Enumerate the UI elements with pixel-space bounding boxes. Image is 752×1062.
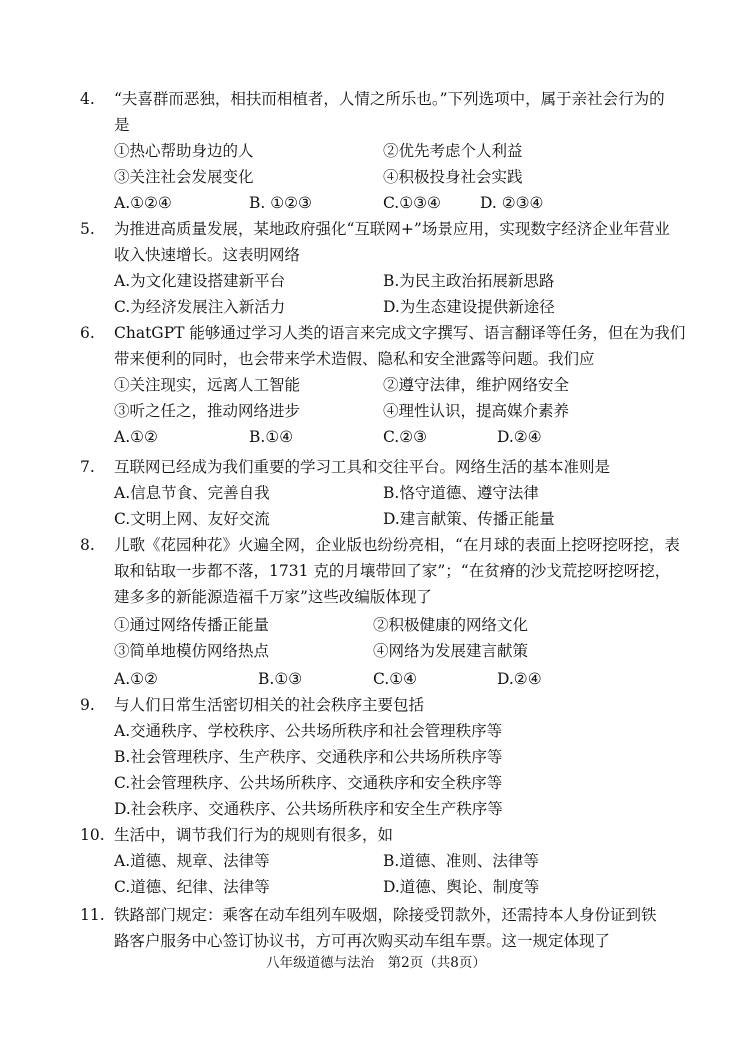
question-stem-line: 儿歌《花园种花》火遍全网，企业版也纷纷亮相，“在月球的表面上挖呀挖呀挖，表 <box>114 536 680 554</box>
question-stem-line: 与人们日常生活密切相关的社会秩序主要包括 <box>114 696 425 714</box>
question-stem-line: 铁路部门规定：乘客在动车组列车吸烟，除接受罚款外，还需持本人身份证到铁 <box>114 906 657 924</box>
question-number: 7. <box>80 458 95 476</box>
answer-option: C.①④ <box>373 670 418 688</box>
answer-option: B.为民主政治拓展新思路 <box>383 272 555 290</box>
answer-option: A.①②④ <box>114 194 172 212</box>
statement-item: ④网络为发展建言献策 <box>373 642 529 660</box>
answer-option: D.社会秩序、交通秩序、公共场所秩序和安全生产秩序等 <box>114 800 503 818</box>
answer-option: D.建言献策、传播正能量 <box>383 510 555 528</box>
question-number: 11. <box>80 906 105 924</box>
answer-option: D.道德、舆论、制度等 <box>383 878 540 896</box>
page-footer: 八年级道德与法治 第2页（共8页） <box>266 955 486 971</box>
question-stem-line: “夫喜群而恶独，相扶而相植者，人情之所乐也。”下列选项中，属于亲社会行为的 <box>114 90 665 108</box>
question-stem-line: 带来便利的同时，也会带来学术造假、隐私和安全泄露等问题。我们应 <box>114 350 595 368</box>
answer-option: C.②③ <box>383 428 428 446</box>
answer-option: B.①③ <box>258 670 303 688</box>
answer-option: A.为文化建设搭建新平台 <box>114 272 286 290</box>
question-number: 8. <box>80 536 95 554</box>
statement-item: ②遵守法律，维护网络安全 <box>383 376 570 394</box>
answer-option: D. ②③④ <box>480 194 544 212</box>
question-number: 10. <box>80 826 105 844</box>
question-stem-line: ChatGPT 能够通过学习人类的语言来完成文字撰写、语言翻译等任务，但在为我们 <box>114 324 686 342</box>
answer-option: B. ①②③ <box>249 194 312 212</box>
answer-option: A.①② <box>114 670 158 688</box>
question-stem-line: 路客户服务中心签订协议书，方可再次购买动车组车票。这一规定体现了 <box>114 932 611 950</box>
answer-option: D.②④ <box>497 670 542 688</box>
question-stem-line: 取和钻取一步都不落，1731 克的月壤带回了家”；“在贫瘠的沙戈荒挖呀挖呀挖， <box>114 562 671 580</box>
answer-option: A.①② <box>114 428 158 446</box>
answer-option: B.①④ <box>249 428 294 446</box>
statement-item: ③关注社会发展变化 <box>114 168 254 186</box>
question-stem-line: 生活中，调节我们行为的规则有很多，如 <box>114 826 394 844</box>
answer-option: C.①③④ <box>383 194 441 212</box>
answer-option: A.道德、规章、法律等 <box>114 852 270 870</box>
answer-option: A.交通秩序、学校秩序、公共场所秩序和社会管理秩序等 <box>114 722 503 740</box>
statement-item: ②积极健康的网络文化 <box>373 616 529 634</box>
question-stem-line: 是 <box>114 116 130 134</box>
statement-item: ③听之任之，推动网络进步 <box>114 402 301 420</box>
answer-option: A.信息节食、完善自我 <box>114 484 270 502</box>
statement-item: ④积极投身社会实践 <box>383 168 523 186</box>
question-number: 9. <box>80 696 95 714</box>
statement-item: ①关注现实，远离人工智能 <box>114 376 301 394</box>
answer-option: C.为经济发展注入新活力 <box>114 298 286 316</box>
question-stem-line: 建多多的新能源造福千万家”这些改编版体现了 <box>114 588 432 606</box>
answer-option: C.社会管理秩序、公共场所秩序、交通秩序和安全秩序等 <box>114 774 503 792</box>
question-stem-line: 为推进高质量发展，某地政府强化“互联网+”场景应用，实现数字经济企业年营业 <box>114 220 670 238</box>
question-number: 6. <box>80 324 95 342</box>
statement-item: ①热心帮助身边的人 <box>114 142 254 160</box>
answer-option: B.道德、准则、法律等 <box>383 852 539 870</box>
statement-item: ②优先考虑个人利益 <box>383 142 523 160</box>
question-number: 5. <box>80 220 95 238</box>
question-stem-line: 互联网已经成为我们重要的学习工具和交往平台。网络生活的基本准则是 <box>114 458 611 476</box>
question-number: 4. <box>80 90 95 108</box>
answer-option: B.社会管理秩序、生产秩序、交通秩序和公共场所秩序等 <box>114 748 503 766</box>
statement-item: ①通过网络传播正能量 <box>114 616 270 634</box>
answer-option: C.文明上网、友好交流 <box>114 510 270 528</box>
answer-option: B.恪守道德、遵守法律 <box>383 484 539 502</box>
question-stem-line: 收入快速增长。这表明网络 <box>114 246 301 264</box>
answer-option: D.②④ <box>497 428 542 446</box>
answer-option: C.道德、纪律、法律等 <box>114 878 270 896</box>
answer-option: D.为生态建设提供新途径 <box>383 298 555 316</box>
statement-item: ④理性认识，提高媒介素养 <box>383 402 570 420</box>
statement-item: ③简单地模仿网络热点 <box>114 642 270 660</box>
